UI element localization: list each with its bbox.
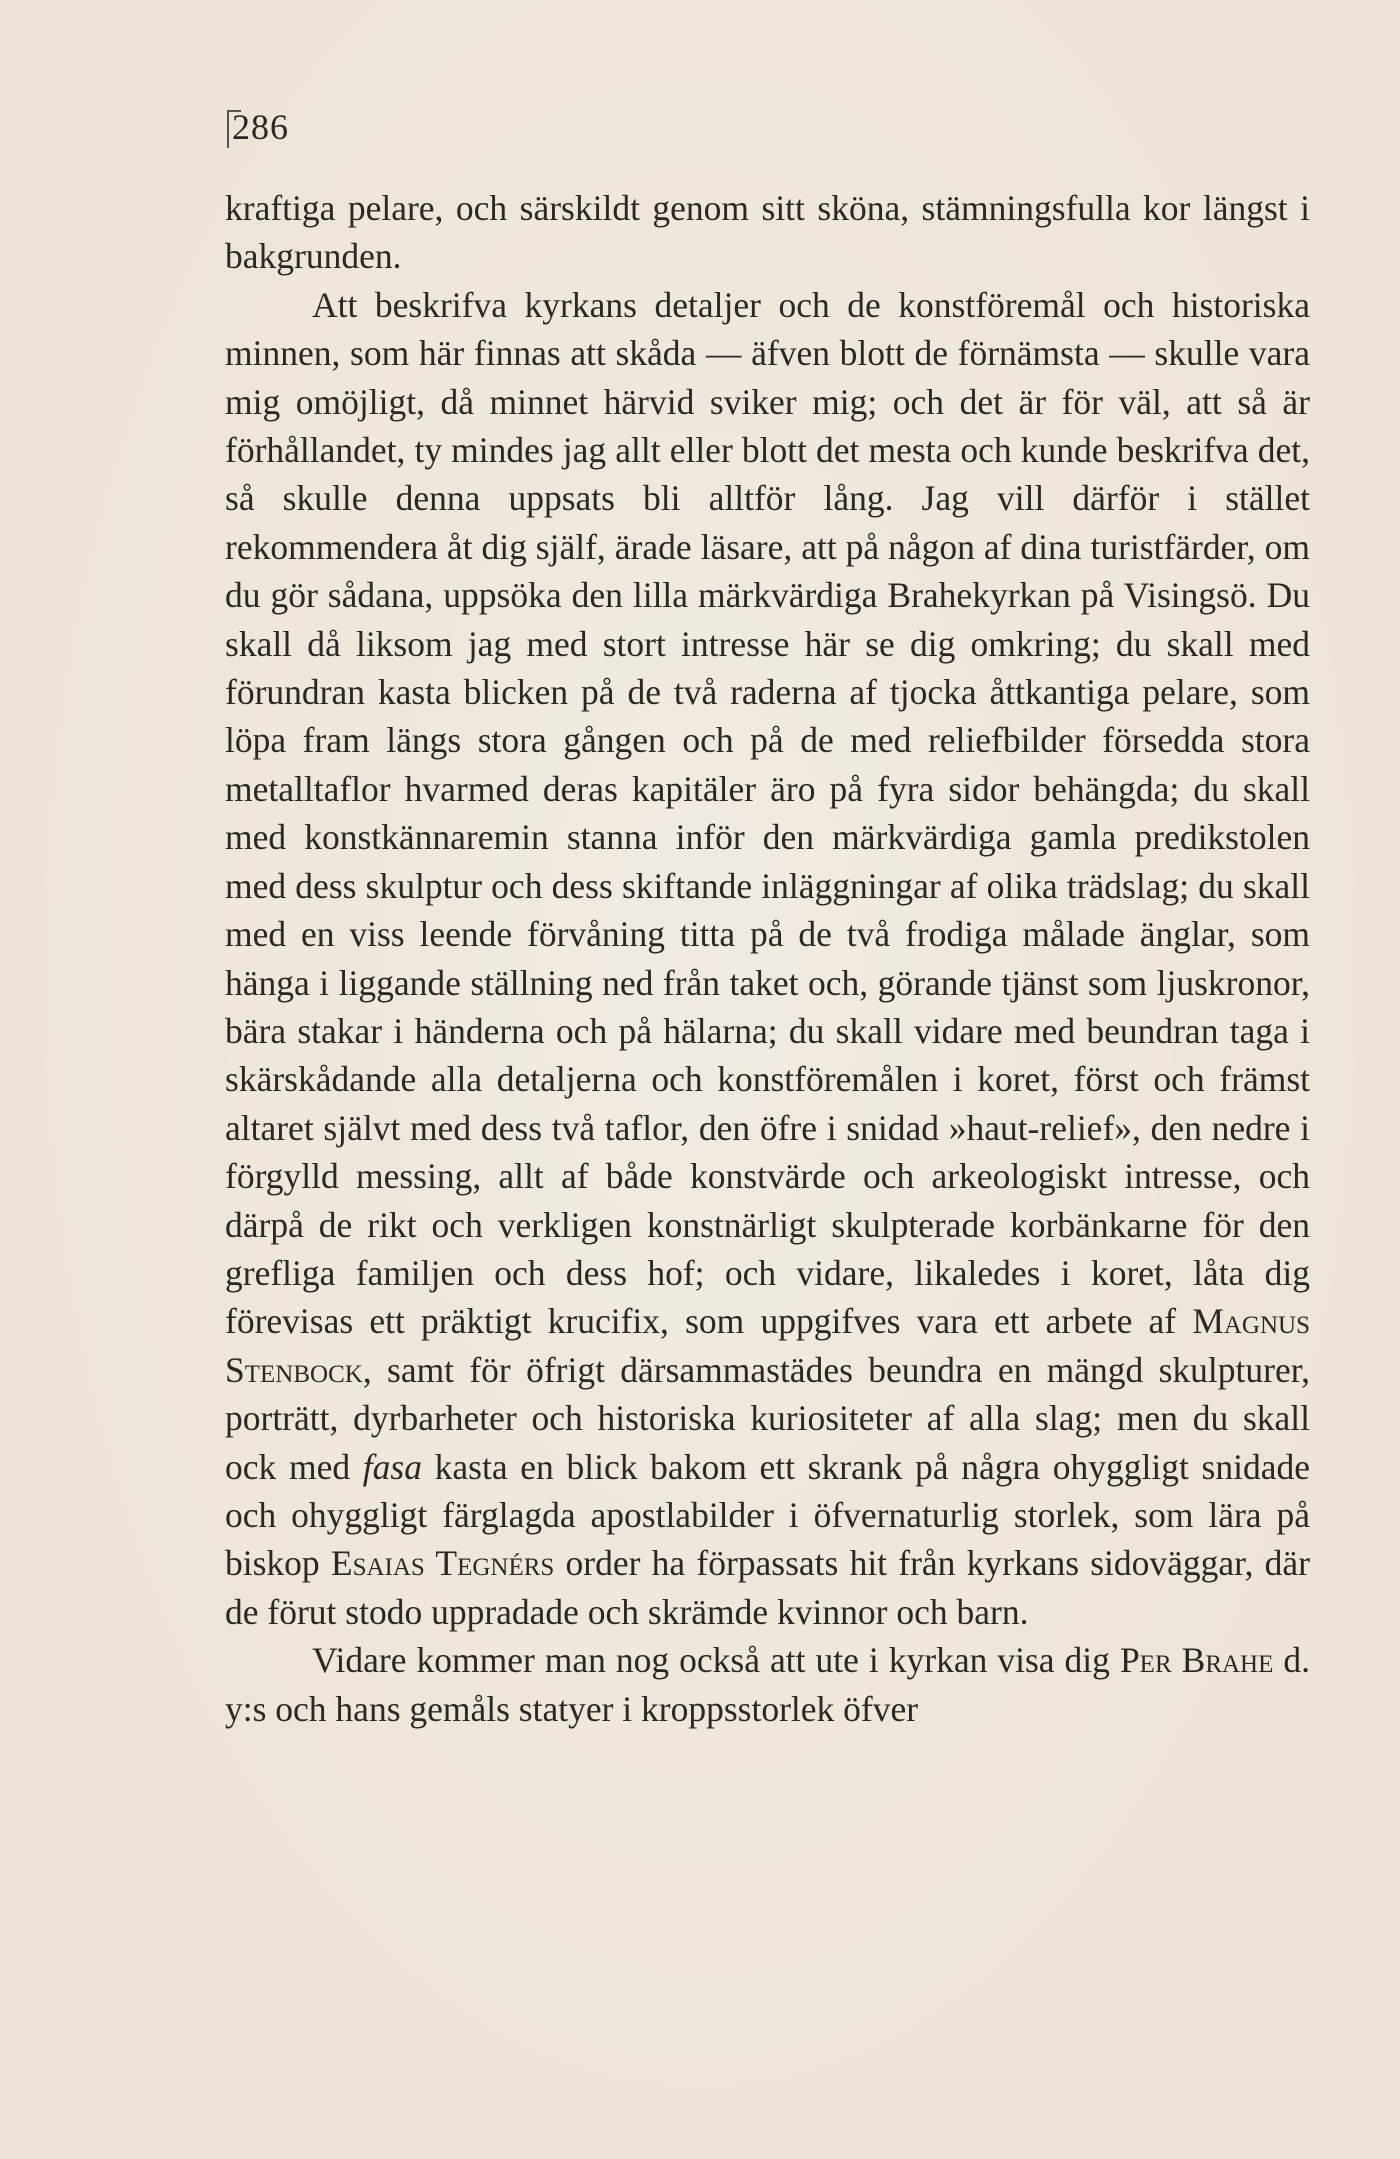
paragraph-description xyxy=(225,281,1310,1636)
text-segment: d. y:s och hans gemåls statyer i kroppsstorlek öfver xyxy=(225,1640,1311,1729)
italic-fasa: fasa xyxy=(362,1446,422,1487)
text-segment: Att beskrifva kyrkans detaljer och de konstföremål och historiska minnen, som här finnas att skåda — äfven blott de förnämsta — skulle vara mig omöjligt, då minnet härvid sviker mig; och det är för väl, att så är förhållandet, ty mindes jag allt eller blott det mesta och kunde beskrifva det, så skulle denna uppsats bli alltför lång. Jag vill därför i stället rekommendera åt dig själf, ärade läsare, att på någon af dina turistfärder, om du gör sådana, uppsöka den lilla märkvärdiga Brahekyrkan på Visingsö. Du skall då liksom jag med stort intresse här se dig omkring; du skall med förundran kasta blicken på de två raderna af tjocka åttkantiga pelare, som löpa fram längs stora gången och på de med reliefbilder försedda stora metalltaflor hvarmed deras kapitäler äro på fyra sidor behängda; du skall med konstkännaremin stanna inför den märkvärdiga gamla predikstolen med dess skulptur och dess skiftande inläggningar af olika trädslag; du skall med en viss leende förvåning titta på de två frodiga målade änglar, som hänga i liggande ställning ned från taket och, görande tjänst som ljuskronor, bära stakar i händerna och på hälarna; du skall vidare med beundran taga i skärskådande alla detaljerna och konstföremålen i koret, först och främst altaret självt med dess två taflor, den öfre i snidad »haut-relief», den nedre i förgylld messing, allt af både konstvärde och arkeologiskt intresse, och därpå de rikt och verkligen konstnärligt skulpterade korbänkarne för den grefliga familjen och dess hof; och vidare, likaledes i koret, låta dig förevisas ett präktigt krucifix, som uppgifves vara ett arbete af xyxy=(225,284,1310,1342)
text-segment: kraftiga pelare, och särskildt genom sitt sköna, stämningsfulla kor längst i bakgrunden. xyxy=(225,188,1310,277)
text-segment: , samt för öfrigt därsammastädes beundra en mängd skulpturer, porträtt, dyrbarheter och historiska kuriositeter af alla slag; men du skall ock med xyxy=(225,1349,1310,1487)
text-segment: kasta en blick bakom ett skrank på några ohyggligt snidade och ohyggligt färglagda apostlabilder i öfvernaturlig storlek, som lära på biskop xyxy=(225,1446,1310,1584)
name-magnus-stenbock: Magnus Stenbock xyxy=(225,1301,1310,1390)
text-segment: order ha förpassats hit från kyrkans sidoväggar, där de förut stodo uppradade och skrämde kvinnor och barn. xyxy=(225,1543,1311,1632)
text-segment: Vidare kommer man nog också att ute i kyrkan visa dig xyxy=(312,1640,1120,1681)
page-number: 286 xyxy=(232,107,289,147)
paragraph-statues xyxy=(225,1636,1310,1733)
name-esaias-tegner: Esaias Tegnérs xyxy=(330,1543,555,1584)
name-per-brahe: Per Brahe xyxy=(1119,1640,1274,1681)
body-text xyxy=(225,184,1310,1733)
paragraph-continued xyxy=(225,184,1310,281)
